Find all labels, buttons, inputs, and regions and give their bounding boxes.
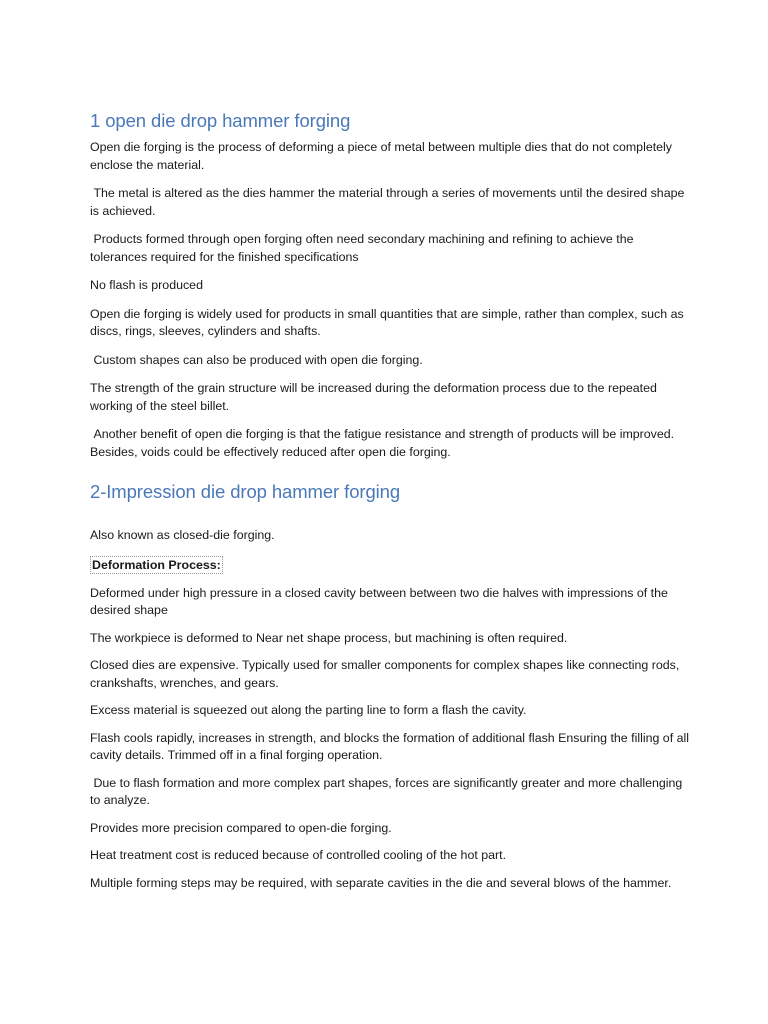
section2-heading: 2-Impression die drop hammer forging: [90, 481, 401, 502]
section1-paragraph: Another benefit of open die forging is that the fatigue resistance and strength of products will be improved. Besides, voids could be effectively reduced after open die forging.: [90, 427, 678, 459]
section1-paragraph: The metal is altered as the dies hammer the material through a series of movements until the desired shape is achieved.: [90, 186, 688, 218]
section1-paragraph: No flash is produced: [90, 278, 203, 292]
section2-intro: Also known as closed-die forging.: [90, 528, 275, 542]
section2-paragraph: Flash cools rapidly, increases in strength, and blocks the formation of additional flash Ensuring the filling of all cavity details. Trimmed off in a final forging operation.: [90, 730, 693, 762]
section1-paragraph: Open die forging is the process of deforming a piece of metal between multiple dies that do not completely enclose the material.: [90, 140, 676, 172]
section2-paragraph: Closed dies are expensive. Typically used for smaller components for complex shapes like connecting rods, crankshafts, wrenches, and gears.: [90, 658, 683, 690]
section1-heading: 1 open die drop hammer forging: [90, 110, 351, 131]
section2-paragraph: Deformed under high pressure in a closed cavity between between two die halves with impressions of the desired shape: [90, 585, 672, 617]
section1-paragraph: Open die forging is widely used for products in small quantities that are simple, rather than complex, such as discs, rings, sleeves, cylinders and shafts.: [90, 306, 688, 338]
section2-paragraph: Excess material is squeezed out along the parting line to form a flash the cavity.: [90, 703, 527, 717]
section2-paragraph: Multiple forming steps may be required, with separate cavities in the die and several blows of the hammer.: [90, 875, 672, 890]
section1-paragraph: The strength of the grain structure will be increased during the deformation process due to the repeated working of the steel billet.: [90, 381, 661, 413]
document-page: [90, 108, 693, 902]
section2-paragraph: Provides more precision compared to open-die forging.: [90, 820, 392, 835]
section2-paragraph: Heat treatment cost is reduced because of controlled cooling of the hot part.: [90, 848, 507, 862]
section1-paragraph: Custom shapes can also be produced with open die forging.: [90, 352, 423, 367]
section2-paragraph: Due to flash formation and more complex part shapes, forces are significantly greater and more challenging to analyze.: [90, 775, 686, 807]
section1-paragraph: Products formed through open forging often need secondary machining and refining to achieve the tolerances required for the finished specifications: [90, 232, 637, 264]
deformation-process-label: Deformation Process:: [92, 557, 221, 572]
section2-paragraph: The workpiece is deformed to Near net shape process, but machining is often required.: [90, 630, 568, 645]
